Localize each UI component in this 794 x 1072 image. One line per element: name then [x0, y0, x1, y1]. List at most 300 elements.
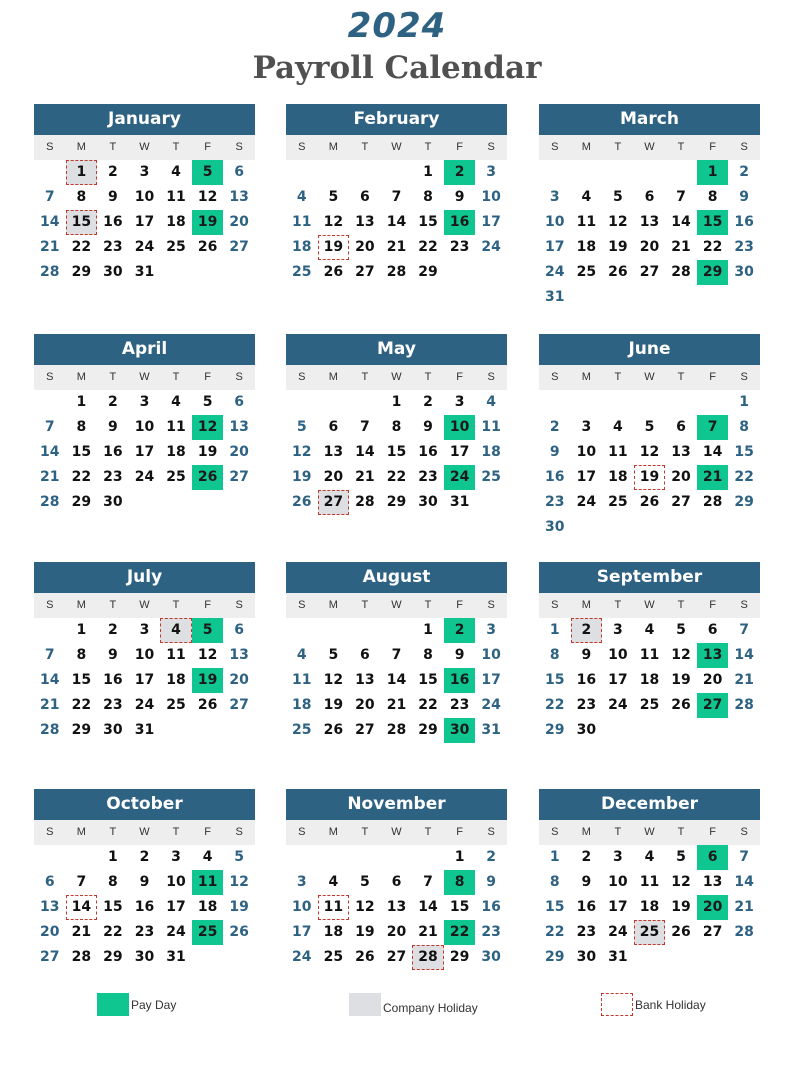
day-cell: 7 — [739, 622, 750, 638]
day-cell: 22 — [418, 697, 438, 713]
empty-cell — [286, 390, 318, 415]
weekday-label: F — [709, 371, 716, 383]
weekday-label: W — [391, 826, 402, 838]
payday-cell: 24 — [444, 465, 476, 490]
weekday-label: T — [361, 371, 369, 383]
day-cell: 23 — [576, 924, 597, 940]
month-may — [286, 334, 507, 515]
day-cell: 8 — [423, 647, 433, 663]
day-cell: 27 — [229, 697, 249, 713]
day-cell: 17 — [608, 899, 628, 915]
weekday-label: S — [46, 826, 54, 838]
payday-cell: 21 — [697, 465, 729, 490]
day-cell: 24 — [608, 697, 628, 713]
day-cell: 31 — [481, 722, 501, 738]
day-cell: 9 — [486, 874, 497, 890]
payday-cell: 29 — [697, 260, 729, 285]
day-cell: 4 — [171, 164, 181, 180]
weekday-label: S — [487, 141, 495, 153]
company-holiday-cell: 28 — [412, 945, 444, 970]
day-cell: 5 — [328, 647, 339, 663]
weekday-label: M — [76, 141, 86, 153]
day-cell: 4 — [613, 419, 623, 435]
payday-cell: 6 — [697, 845, 729, 870]
day-cell: 15 — [71, 672, 92, 688]
day-cell: 23 — [134, 924, 155, 940]
day-cell: 15 — [545, 672, 565, 688]
empty-cell — [34, 845, 66, 870]
weekday-row — [34, 820, 255, 845]
day-cell: 10 — [134, 419, 155, 435]
day-cell: 18 — [576, 239, 597, 255]
day-cell: 10 — [608, 647, 628, 663]
day-cell: 8 — [108, 874, 118, 890]
bank-holiday-cell: 19 — [318, 235, 350, 260]
weekday-label: S — [487, 599, 495, 611]
day-cell: 9 — [454, 189, 465, 205]
weekday-label: S — [298, 826, 306, 838]
payday-cell: 16 — [444, 668, 476, 693]
weekday-label: T — [361, 141, 369, 153]
day-grid — [34, 845, 255, 970]
day-cell: 24 — [576, 494, 597, 510]
weekday-label: W — [391, 599, 402, 611]
day-grid — [286, 390, 507, 515]
day-cell: 17 — [449, 444, 470, 460]
day-cell: 12 — [197, 647, 218, 663]
weekday-label: W — [391, 141, 402, 153]
day-cell: 2 — [108, 622, 118, 638]
day-cell: 18 — [323, 924, 344, 940]
legend-company-holiday — [349, 993, 478, 1016]
day-cell: 4 — [486, 394, 497, 410]
weekday-row — [539, 365, 760, 390]
day-cell: 21 — [40, 239, 60, 255]
day-cell: 15 — [71, 444, 92, 460]
day-cell: 24 — [608, 924, 628, 940]
day-cell: 5 — [644, 419, 655, 435]
day-cell: 11 — [166, 189, 186, 205]
empty-cell — [349, 618, 381, 643]
payday-cell: 25 — [192, 920, 224, 945]
weekday-label: M — [581, 826, 591, 838]
weekday-row — [286, 820, 507, 845]
bank-holiday-swatch — [601, 993, 633, 1016]
month-july — [34, 562, 255, 743]
day-cell: 20 — [355, 239, 375, 255]
day-cell: 14 — [386, 214, 407, 230]
weekday-label: T — [361, 826, 369, 838]
day-cell: 5 — [234, 849, 245, 865]
weekday-label: S — [298, 599, 306, 611]
day-cell: 2 — [139, 849, 150, 865]
day-cell: 23 — [103, 697, 123, 713]
empty-cell — [412, 845, 444, 870]
empty-cell — [349, 160, 381, 185]
day-cell: 8 — [391, 419, 402, 435]
weekday-row — [539, 135, 760, 160]
weekday-label: W — [139, 826, 150, 838]
weekday-label: T — [361, 599, 369, 611]
month-header: April — [34, 334, 255, 365]
day-cell: 3 — [486, 164, 497, 180]
empty-cell — [34, 618, 66, 643]
day-cell: 30 — [103, 494, 123, 510]
empty-cell — [665, 160, 697, 185]
day-cell: 21 — [734, 899, 754, 915]
weekday-row — [286, 365, 507, 390]
payday-cell: 13 — [697, 643, 729, 668]
day-cell: 1 — [423, 164, 433, 180]
day-cell: 23 — [449, 239, 470, 255]
month-march — [539, 104, 760, 310]
day-cell: 19 — [355, 924, 375, 940]
day-cell: 12 — [608, 214, 628, 230]
day-cell: 14 — [355, 444, 375, 460]
weekday-label: M — [76, 826, 86, 838]
day-cell: 3 — [613, 849, 623, 865]
day-cell: 21 — [418, 924, 438, 940]
day-cell: 8 — [76, 647, 87, 663]
day-cell: 11 — [639, 874, 660, 890]
day-cell: 31 — [134, 264, 155, 280]
page-title: Payroll Calendar — [252, 50, 542, 86]
month-september — [539, 562, 760, 743]
weekday-label: S — [487, 826, 495, 838]
empty-cell — [286, 618, 318, 643]
empty-cell — [602, 390, 634, 415]
day-cell: 30 — [103, 264, 123, 280]
day-cell: 20 — [229, 214, 249, 230]
day-cell: 30 — [103, 722, 123, 738]
day-cell: 20 — [671, 469, 691, 485]
weekday-label: T — [424, 371, 432, 383]
weekday-row — [286, 593, 507, 618]
day-cell: 19 — [197, 444, 218, 460]
payday-cell: 22 — [444, 920, 476, 945]
weekday-label: T — [109, 599, 117, 611]
weekday-label: T — [677, 599, 685, 611]
day-cell: 21 — [386, 697, 407, 713]
weekday-label: W — [644, 826, 655, 838]
weekday-label: T — [614, 599, 622, 611]
day-cell: 15 — [449, 899, 470, 915]
day-cell: 9 — [549, 444, 560, 460]
day-cell: 4 — [644, 622, 655, 638]
month-october — [34, 789, 255, 970]
company-holiday-cell: 15 — [66, 210, 98, 235]
day-cell: 22 — [702, 239, 723, 255]
weekday-label: M — [328, 141, 338, 153]
day-cell: 4 — [296, 189, 307, 205]
day-cell: 23 — [103, 239, 123, 255]
day-cell: 6 — [644, 189, 655, 205]
day-cell: 13 — [355, 214, 375, 230]
day-cell: 3 — [454, 394, 465, 410]
day-cell: 26 — [197, 697, 218, 713]
day-cell: 3 — [139, 622, 150, 638]
day-cell: 11 — [166, 419, 186, 435]
day-cell: 12 — [197, 189, 218, 205]
weekday-label: S — [551, 826, 559, 838]
empty-cell — [66, 845, 98, 870]
day-cell: 21 — [40, 469, 60, 485]
empty-cell — [381, 160, 413, 185]
weekday-row — [539, 820, 760, 845]
day-cell: 2 — [739, 164, 750, 180]
payday-cell: 5 — [192, 618, 224, 643]
day-cell: 2 — [549, 419, 560, 435]
month-header: February — [286, 104, 507, 135]
month-june — [539, 334, 760, 540]
day-cell: 16 — [576, 672, 597, 688]
weekday-label: T — [172, 371, 180, 383]
day-cell: 19 — [323, 697, 344, 713]
day-cell: 10 — [576, 444, 597, 460]
day-cell: 22 — [103, 924, 123, 940]
day-cell: 12 — [639, 444, 660, 460]
day-cell: 16 — [545, 469, 565, 485]
day-cell: 28 — [71, 949, 92, 965]
day-cell: 25 — [576, 264, 597, 280]
weekday-label: S — [740, 826, 748, 838]
weekday-label: S — [235, 826, 243, 838]
weekday-label: M — [581, 141, 591, 153]
day-cell: 26 — [671, 697, 691, 713]
company-holiday-swatch — [349, 993, 381, 1016]
day-cell: 13 — [229, 419, 249, 435]
payday-swatch — [97, 993, 129, 1016]
day-cell: 13 — [386, 899, 407, 915]
day-cell: 24 — [134, 697, 155, 713]
day-cell: 20 — [386, 924, 407, 940]
day-cell: 1 — [549, 622, 560, 638]
day-cell: 6 — [707, 622, 718, 638]
day-cell: 27 — [639, 264, 660, 280]
day-cell: 13 — [355, 672, 375, 688]
day-cell: 14 — [702, 444, 723, 460]
day-cell: 18 — [292, 697, 312, 713]
day-cell: 15 — [545, 899, 565, 915]
day-cell: 4 — [644, 849, 655, 865]
day-cell: 3 — [296, 874, 307, 890]
day-cell: 2 — [423, 394, 433, 410]
day-cell: 30 — [545, 519, 565, 535]
day-cell: 29 — [734, 494, 754, 510]
day-cell: 3 — [171, 849, 181, 865]
weekday-label: F — [709, 826, 716, 838]
day-cell: 17 — [576, 469, 597, 485]
payday-cell: 10 — [444, 415, 476, 440]
day-cell: 5 — [360, 874, 370, 890]
empty-cell — [571, 160, 603, 185]
day-grid — [286, 160, 507, 285]
day-cell: 22 — [386, 469, 407, 485]
day-cell: 27 — [355, 264, 375, 280]
legend-bank-holiday — [601, 993, 706, 1016]
day-cell: 15 — [734, 444, 754, 460]
month-december — [539, 789, 760, 970]
day-cell: 6 — [234, 394, 245, 410]
company-holiday-cell: 27 — [318, 490, 350, 515]
weekday-label: T — [172, 826, 180, 838]
weekday-label: T — [614, 371, 622, 383]
day-cell: 7 — [676, 189, 686, 205]
day-cell: 7 — [423, 874, 433, 890]
day-cell: 12 — [229, 874, 249, 890]
day-cell: 21 — [355, 469, 375, 485]
day-cell: 26 — [355, 949, 375, 965]
weekday-label: S — [551, 599, 559, 611]
day-cell: 23 — [418, 469, 438, 485]
weekday-label: T — [424, 141, 432, 153]
day-grid — [286, 618, 507, 743]
day-cell: 26 — [608, 264, 628, 280]
day-cell: 1 — [549, 849, 560, 865]
month-january — [34, 104, 255, 285]
day-cell: 22 — [71, 697, 92, 713]
day-cell: 30 — [734, 264, 754, 280]
day-cell: 22 — [734, 469, 754, 485]
day-cell: 14 — [734, 647, 754, 663]
day-cell: 10 — [166, 874, 186, 890]
day-cell: 31 — [449, 494, 470, 510]
day-cell: 24 — [134, 469, 155, 485]
year-heading: 2024 — [347, 6, 447, 46]
payday-cell: 2 — [444, 160, 476, 185]
day-cell: 6 — [360, 189, 370, 205]
payday-cell: 19 — [192, 668, 224, 693]
weekday-label: T — [424, 826, 432, 838]
day-cell: 15 — [386, 444, 407, 460]
day-cell: 27 — [229, 239, 249, 255]
day-cell: 14 — [386, 672, 407, 688]
month-header: March — [539, 104, 760, 135]
day-grid — [34, 160, 255, 285]
empty-cell — [602, 160, 634, 185]
payday-cell: 11 — [192, 870, 224, 895]
empty-cell — [539, 390, 571, 415]
day-cell: 20 — [229, 444, 249, 460]
day-cell: 29 — [71, 722, 92, 738]
weekday-row — [286, 135, 507, 160]
day-cell: 26 — [197, 239, 218, 255]
day-cell: 23 — [103, 469, 123, 485]
weekday-label: F — [204, 141, 211, 153]
payday-cell: 19 — [192, 210, 224, 235]
day-cell: 31 — [134, 722, 155, 738]
day-cell: 30 — [134, 949, 155, 965]
day-grid — [34, 618, 255, 743]
day-cell: 17 — [481, 672, 501, 688]
day-cell: 2 — [581, 849, 592, 865]
day-cell: 28 — [40, 264, 60, 280]
day-cell: 13 — [639, 214, 660, 230]
day-cell: 22 — [545, 924, 565, 940]
weekday-label: F — [709, 599, 716, 611]
weekday-label: W — [391, 371, 402, 383]
day-cell: 29 — [418, 722, 438, 738]
day-cell: 16 — [103, 444, 123, 460]
day-cell: 26 — [292, 494, 312, 510]
day-grid — [286, 845, 507, 970]
day-cell: 18 — [481, 444, 501, 460]
day-cell: 1 — [423, 622, 433, 638]
bank-holiday-label: Bank Holiday — [635, 997, 706, 1012]
day-cell: 5 — [328, 189, 339, 205]
weekday-label: F — [456, 371, 463, 383]
day-cell: 3 — [486, 622, 497, 638]
day-cell: 10 — [292, 899, 312, 915]
day-cell: 5 — [676, 849, 686, 865]
day-cell: 12 — [671, 874, 691, 890]
day-cell: 25 — [292, 722, 312, 738]
day-cell: 2 — [108, 164, 118, 180]
weekday-label: S — [46, 141, 54, 153]
month-august — [286, 562, 507, 743]
day-cell: 14 — [671, 214, 691, 230]
day-cell: 5 — [296, 419, 307, 435]
day-cell: 17 — [608, 672, 628, 688]
day-cell: 1 — [108, 849, 118, 865]
legend-payday — [97, 993, 176, 1016]
day-cell: 17 — [134, 444, 155, 460]
day-cell: 29 — [449, 949, 470, 965]
day-cell: 24 — [481, 239, 501, 255]
empty-cell — [349, 390, 381, 415]
day-cell: 29 — [545, 722, 565, 738]
day-cell: 6 — [328, 419, 339, 435]
empty-cell — [286, 160, 318, 185]
day-cell: 20 — [702, 672, 723, 688]
day-cell: 13 — [40, 899, 60, 915]
day-cell: 2 — [486, 849, 497, 865]
day-cell: 22 — [71, 239, 92, 255]
day-cell: 18 — [166, 444, 186, 460]
day-cell: 6 — [234, 622, 245, 638]
weekday-label: S — [740, 599, 748, 611]
company-holiday-cell: 2 — [571, 618, 603, 643]
day-cell: 5 — [676, 622, 686, 638]
weekday-label: T — [172, 599, 180, 611]
day-cell: 18 — [639, 672, 660, 688]
day-cell: 12 — [323, 214, 344, 230]
weekday-label: S — [551, 371, 559, 383]
day-cell: 14 — [40, 672, 60, 688]
day-cell: 9 — [454, 647, 465, 663]
day-cell: 7 — [391, 647, 402, 663]
day-grid — [539, 618, 760, 743]
weekday-label: W — [139, 141, 150, 153]
day-cell: 9 — [581, 874, 592, 890]
day-cell: 16 — [103, 672, 123, 688]
day-cell: 1 — [739, 394, 750, 410]
month-header: July — [34, 562, 255, 593]
day-cell: 23 — [545, 494, 565, 510]
day-cell: 20 — [229, 672, 249, 688]
day-cell: 24 — [134, 239, 155, 255]
payday-cell: 12 — [192, 415, 224, 440]
weekday-label: S — [487, 371, 495, 383]
weekday-label: S — [46, 599, 54, 611]
weekday-label: S — [740, 371, 748, 383]
day-cell: 29 — [103, 949, 123, 965]
day-cell: 30 — [481, 949, 501, 965]
empty-cell — [634, 390, 666, 415]
day-cell: 28 — [40, 722, 60, 738]
weekday-label: M — [328, 371, 338, 383]
month-february — [286, 104, 507, 285]
